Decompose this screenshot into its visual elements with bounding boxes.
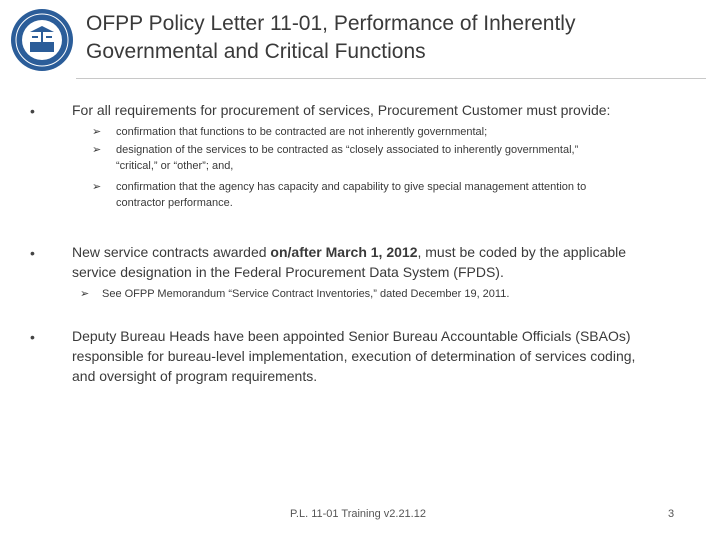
bullet-marker: • [30,245,35,261]
bullet-3-line-1: Deputy Bureau Heads have been appointed Senior Bureau Accountable Officials (SBAOs) [72,328,631,344]
bullet-3-line-2: responsible for bureau-level implementation, execution of determination of services coding, [72,348,636,364]
title-line-1: OFPP Policy Letter 11-01, Performance of Inherently [86,12,576,35]
page-number: 3 [668,508,675,520]
arrow-bullet-icon: ➢ [92,126,102,138]
sub-bullet-text-cont: “critical,” or “other”; and, [116,160,234,172]
bullet-2-line-1 [72,242,626,262]
arrow-bullet-icon: ➢ [92,144,102,156]
sub-bullet-text-cont: contractor performance. [116,197,233,209]
bullet-2-text-pre: New service contracts awarded [72,244,271,260]
treasury-seal-icon [10,8,74,72]
sub-bullet-text: designation of the services to be contracted as “closely associated to inherently governmental,” [116,144,579,156]
bullet-marker: • [30,103,35,119]
bullet-2-date-bold: on/after March 1, 2012 [270,244,418,260]
bullet-marker: • [30,329,35,345]
title-line-2: Governmental and Critical Functions [86,40,426,63]
sub-bullet-text: See OFPP Memorandum “Service Contract Inventories,” dated December 19, 2011. [102,288,510,300]
sub-bullet-text: confirmation that the agency has capacity and capability to give special management attention to [116,181,587,193]
arrow-bullet-icon: ➢ [80,288,90,300]
sub-bullet-text: confirmation that functions to be contracted are not inherently governmental; [116,126,488,138]
bullet-1-text: For all requirements for procurement of services, Procurement Customer must provide: [72,102,611,118]
bullet-3-line-3: and oversight of program requirements. [72,368,318,384]
slide-title [86,10,706,66]
title-divider [76,78,706,79]
bullet-2-line-2: service designation in the Federal Procurement Data System (FPDS). [72,264,504,280]
bullet-2-text-post: , must be coded by the applicable [417,244,627,260]
arrow-bullet-icon: ➢ [92,181,102,193]
footer-text: P.L. 11-01 Training v2.21.12 [290,508,426,520]
